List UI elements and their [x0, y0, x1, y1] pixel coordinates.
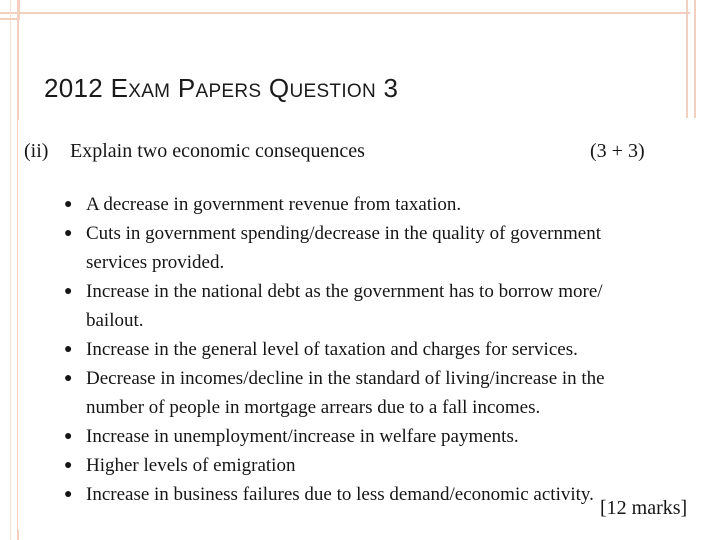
title-part: Q: [261, 73, 290, 103]
title-part: XAM: [128, 81, 171, 102]
question-row: [24, 140, 664, 166]
bullet-icon: ●: [64, 487, 73, 502]
title-part: 3: [376, 73, 399, 103]
answer-item: [64, 335, 664, 364]
answer-item: [64, 364, 664, 422]
bullet-icon: ●: [64, 371, 73, 386]
question-number: (ii): [24, 140, 49, 162]
answer-item: [64, 277, 664, 335]
answer-text: Increase in the general level of taxation and charges for services.: [86, 339, 578, 360]
answer-text: Increase in the national debt as the government has to borrow more/ bailout.: [86, 281, 603, 331]
title-part: APERS: [195, 81, 262, 102]
bullet-icon: ●: [64, 284, 73, 299]
slide-title: [44, 73, 398, 104]
title-part: UESTION: [289, 81, 377, 102]
frame-right-line: [686, 0, 696, 118]
frame-top-line: [0, 0, 690, 14]
total-marks: [12 marks]: [600, 497, 688, 519]
answer-text: Increase in unemployment/increase in welfare payments.: [86, 426, 519, 447]
answer-item: [64, 190, 664, 219]
bullet-icon: ●: [64, 197, 73, 212]
answer-item: [64, 219, 664, 277]
answer-text: Increase in business failures due to less demand/economic activity.: [86, 484, 594, 505]
title-part: 2012 E: [44, 73, 129, 103]
answer-text: Higher levels of emigration: [86, 455, 296, 476]
scanned-marking-scheme: [18, 120, 690, 530]
answer-item: [64, 451, 664, 480]
bullet-icon: ●: [64, 342, 73, 357]
title-part: P: [170, 73, 196, 103]
frame-corner: [0, 0, 20, 20]
answer-item: [64, 480, 664, 509]
question-text: Explain two economic consequences: [70, 140, 365, 162]
bullet-icon: ●: [64, 226, 73, 241]
answer-text: Decrease in incomes/decline in the standard of living/increase in the number of people in mortgage arrears due to a fall incomes.: [86, 368, 605, 418]
bullet-icon: ●: [64, 458, 73, 473]
answer-text: A decrease in government revenue from taxation.: [86, 194, 462, 215]
answer-list: [64, 190, 664, 509]
answer-text: Cuts in government spending/decrease in the quality of government services provided.: [86, 223, 601, 273]
bullet-icon: ●: [64, 429, 73, 444]
question-marks: (3 + 3): [590, 140, 645, 162]
answer-item: [64, 422, 664, 451]
